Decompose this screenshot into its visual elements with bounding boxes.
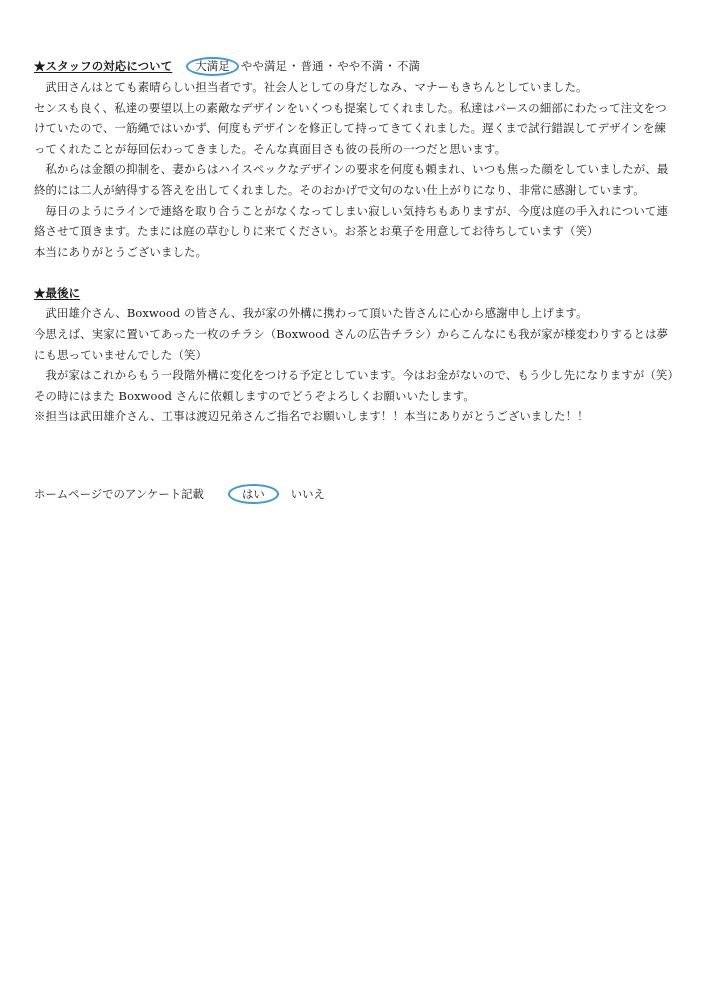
staff-paragraph: 武田さんはとても素晴らしい担当者です。社会人としての身だしなみ、マナーもきちんとしていました。 [45,80,588,94]
survey-option-yes: はい [228,484,279,504]
section-gap [34,262,674,282]
staff-section-heading: ★スタッフの対応について [34,59,173,74]
rating-option-very-satisfied: 大満足 [186,57,239,76]
final-section-heading: ★最後に [34,285,81,300]
survey-content [34,56,674,427]
rating-option-somewhat-satisfied: やや満足 [240,59,288,74]
staff-paragraph: 本当にありがとうございました。 [34,244,208,259]
rating-separator: ・ [324,59,337,74]
rating-option-neutral: 普通 [300,59,324,74]
rating-option-dissatisfied: 不満 [396,59,421,74]
rating-separator: ・ [288,59,300,74]
final-paragraph: 我が家はこれからもう一段階外構に変化をつける予定としています。今はお金がないので、もう少し先になりますが（笑）その時にはまた Boxwood さんに依頼しますのでどうぞよろしくお願いいたします。 [34,368,674,403]
rating-separator: ・ [384,59,396,74]
survey-consent-label: ホームページでのアンケート記載 [34,487,204,501]
staff-paragraph: 私からは金額の抑制を、妻からはハイスペックなデザインの要求を何度も頼まれ、いつも焦った顔をしていましたが、最終的には二人が納得する答えを出してくれました。そのおかげで文句のない仕上がりになり、非常に感謝しています。 [34,162,669,197]
survey-option-no: いいえ [290,487,325,501]
homepage-survey-consent [34,484,325,504]
staff-paragraph: センスも良く、私達の要望以上の素敵なデザインをいくつも提案してくれました。私達はパースの細部にわたって注文をつけていたので、一筋縄ではいかず、何度もデザインを修正して持ってきてくれました。遅くまで試行錯誤してデザインを練ってくれたことが毎回伝わってきました。そんな真面目さも彼の長所の一つだと思います。 [34,100,667,156]
final-paragraph: 今思えば、実家に置いてあった一枚のチラシ（Boxwood さんの広告チラシ）からこんなにも我が家が様変わりするとは夢にも思っていませんでした（笑） [34,326,669,362]
rating-option-somewhat-dissatisfied: やや不満 [337,59,384,74]
final-heading-row [34,282,674,303]
final-paragraph: ※担当は武田雄介さん、工事は渡辺兄弟さんご指名でお願いします！！本当にありがとうございました！！ [34,409,589,424]
staff-rating-row [34,56,674,77]
final-paragraph: 武田雄介さん、Boxwood の皆さん、我が家の外構に携わって頂いた皆さんに心から感謝申し上げます。 [45,306,588,321]
staff-rating-options [186,56,420,77]
staff-paragraph: 毎日のようにラインで連絡を取り合うことがなくなってしまい寂しい気持ちもありますが、今度は庭の手入れについて連絡させて頂きます。たまには庭の草むしりに来てください。お茶とお菓子を用意してお待ちしています（笑） [34,203,669,239]
